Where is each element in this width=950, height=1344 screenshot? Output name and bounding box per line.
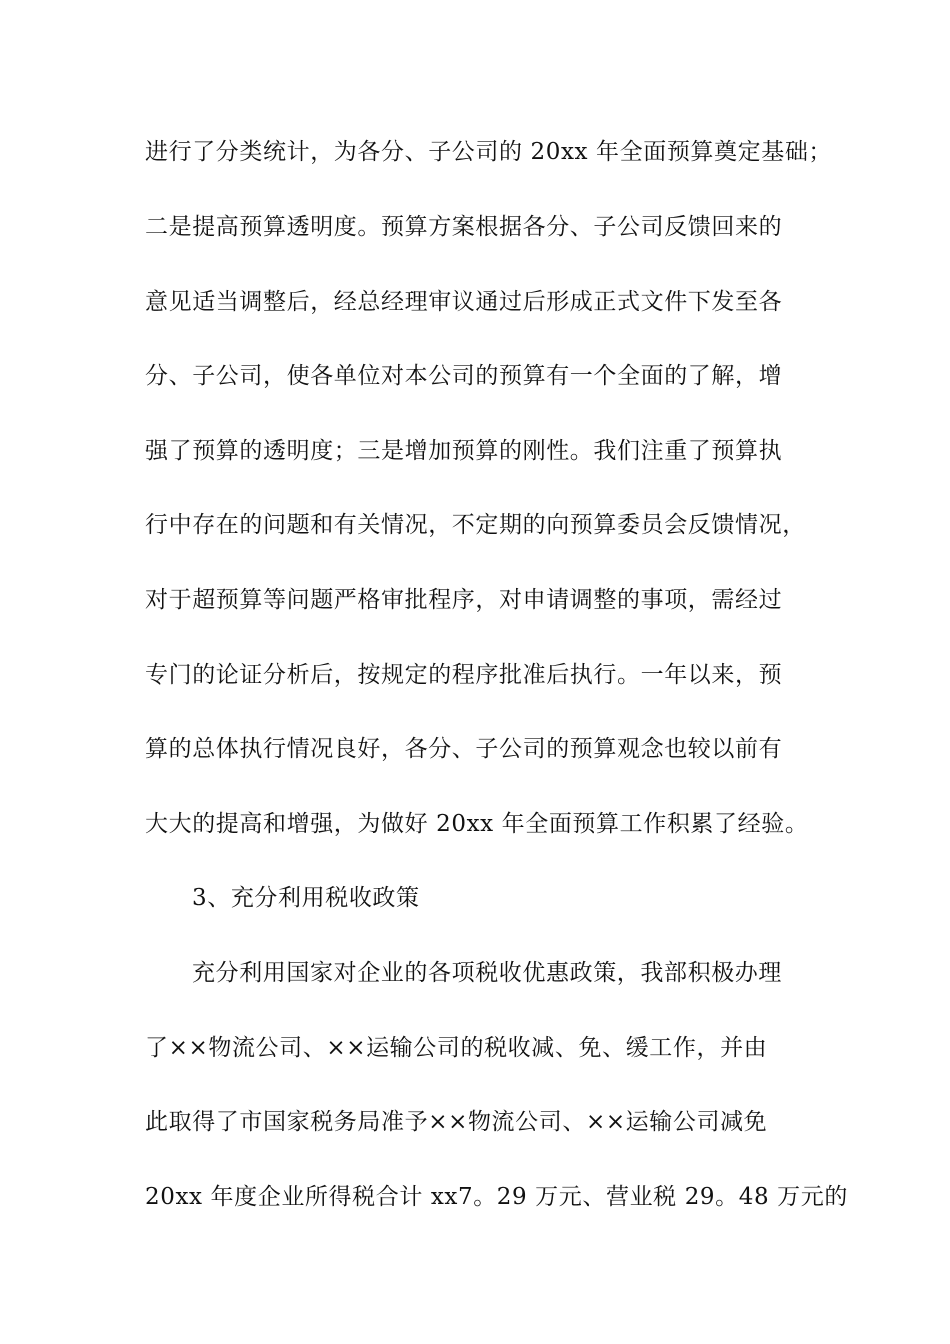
body-text-line: 大大的提高和增强，为做好 20xx 年全面预算工作积累了经验。 [145, 811, 809, 837]
body-text-line: 对于超预算等问题严格审批程序，对申请调整的事项，需经过 [145, 587, 783, 613]
section-heading: 3、充分利用税收政策 [192, 885, 420, 911]
body-text-line: 20xx 年度企业所得税合计 xx7。29 万元、营业税 29。48 万元的 [145, 1184, 848, 1210]
body-text-line: 算的总体执行情况良好，各分、子公司的预算观念也较以前有 [145, 736, 783, 762]
body-text-line: 行中存在的问题和有关情况，不定期的向预算委员会反馈情况， [145, 512, 806, 538]
paragraph-first-line: 充分利用国家对企业的各项税收优惠政策，我部积极办理 [192, 960, 782, 986]
body-text-line: 此取得了市国家税务局准予××物流公司、××运输公司减免 [145, 1109, 768, 1135]
body-text-line: 了××物流公司、××运输公司的税收减、免、缓工作，并由 [145, 1035, 768, 1061]
body-text-line: 强了预算的透明度；三是增加预算的刚性。我们注重了预算执 [145, 438, 783, 464]
body-text-line: 进行了分类统计，为各分、子公司的 20xx 年全面预算奠定基础； [145, 139, 833, 165]
body-text-line: 专门的论证分析后，按规定的程序批准后执行。一年以来，预 [145, 662, 783, 688]
body-text-line: 意见适当调整后，经总经理审议通过后形成正式文件下发至各 [145, 289, 783, 315]
body-text-line: 二是提高预算透明度。预算方案根据各分、子公司反馈回来的 [145, 214, 783, 240]
body-text-line: 分、子公司，使各单位对本公司的预算有一个全面的了解，增 [145, 363, 783, 389]
